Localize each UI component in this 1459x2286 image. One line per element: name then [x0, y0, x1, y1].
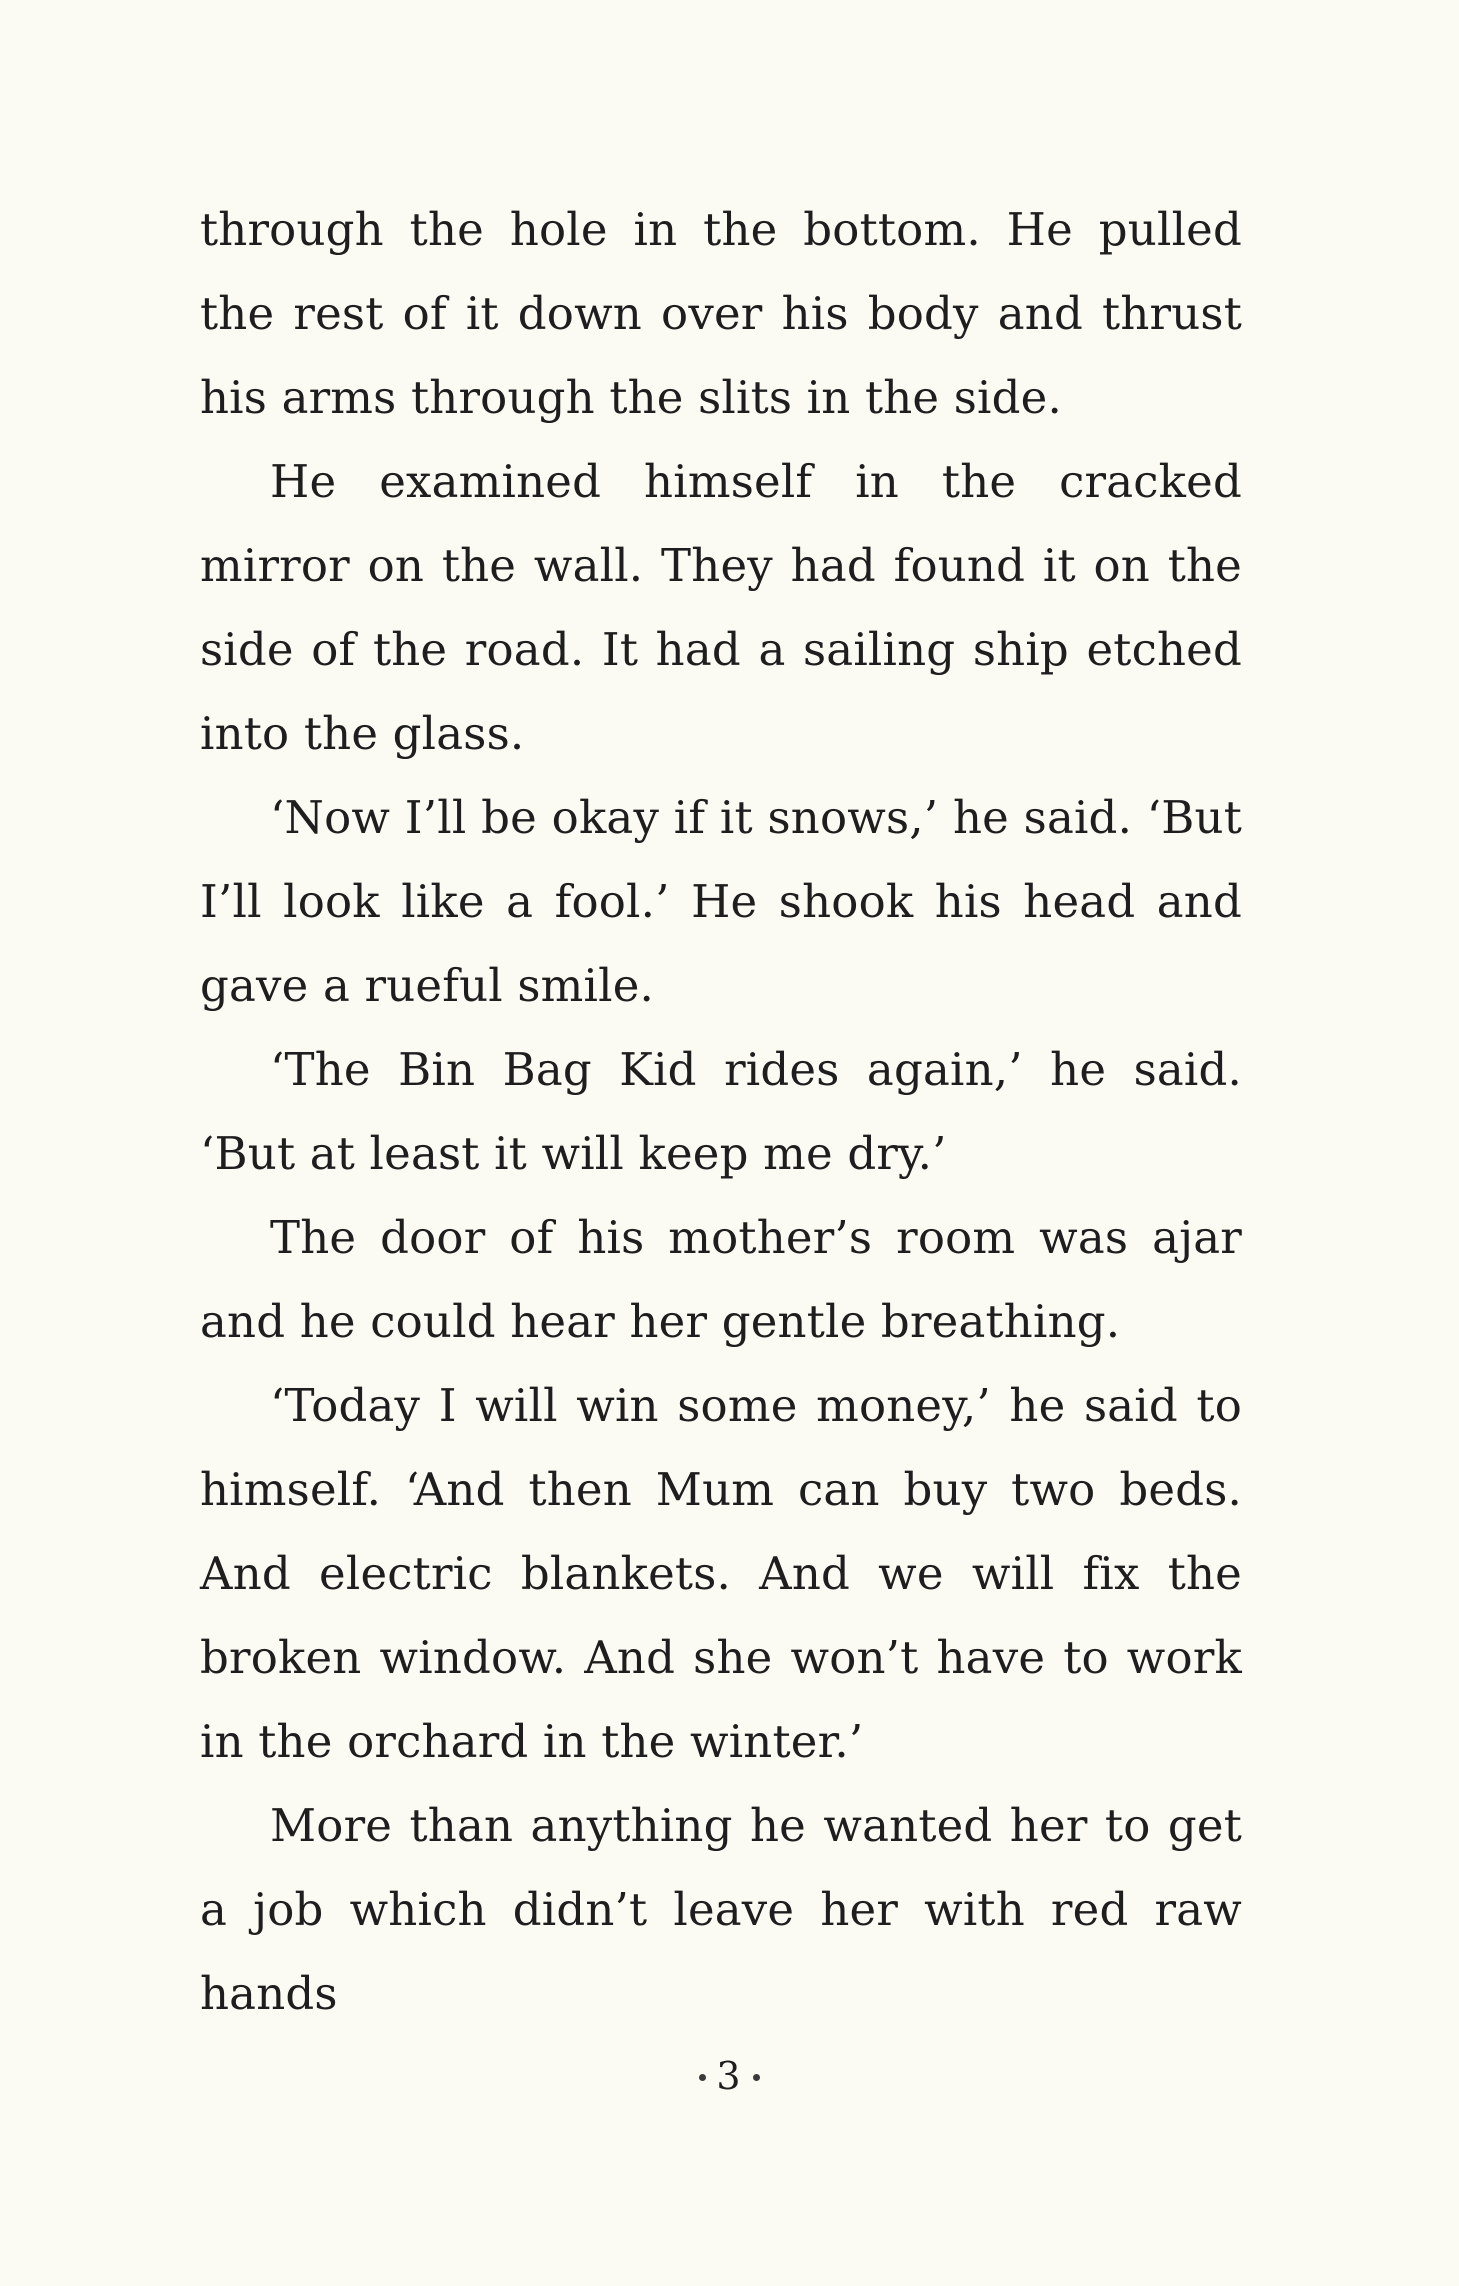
paragraph: The door of his mother’s room was ajar and he could hear her gentle breathing.	[200, 1211, 1242, 1348]
paragraph: ‘Now I’ll be okay if it snows,’ he said. ‘But I’ll look like a fool.’ He shook his head and gave a rueful smile.	[200, 791, 1242, 1012]
page-number	[0, 2052, 1459, 2100]
paragraph: He examined himself in the cracked mirror on the wall. They had found it on the side of the road. It had a sailing ship etched into the glass.	[200, 455, 1242, 760]
paragraph: ‘Today I will win some money,’ he said to himself. ‘And then Mum can buy two beds. And electric blankets. And we will fix the broken window. And she won’t have to work in the orchard in the winter.’	[200, 1379, 1242, 1768]
bullet-dot-icon	[699, 2074, 706, 2081]
page-number-value: 3	[716, 2054, 743, 2098]
body-text	[200, 188, 1242, 2036]
paragraph: More than anything he wanted her to get a job which didn’t leave her with red raw hands	[200, 1799, 1242, 2020]
paragraph: ‘The Bin Bag Kid rides again,’ he said. ‘But at least it will keep me dry.’	[200, 1043, 1242, 1180]
paragraph: through the hole in the bottom. He pulled the rest of it down over his body and thrust his arms through the slits in the side.	[200, 203, 1242, 424]
bullet-dot-icon	[753, 2074, 760, 2081]
